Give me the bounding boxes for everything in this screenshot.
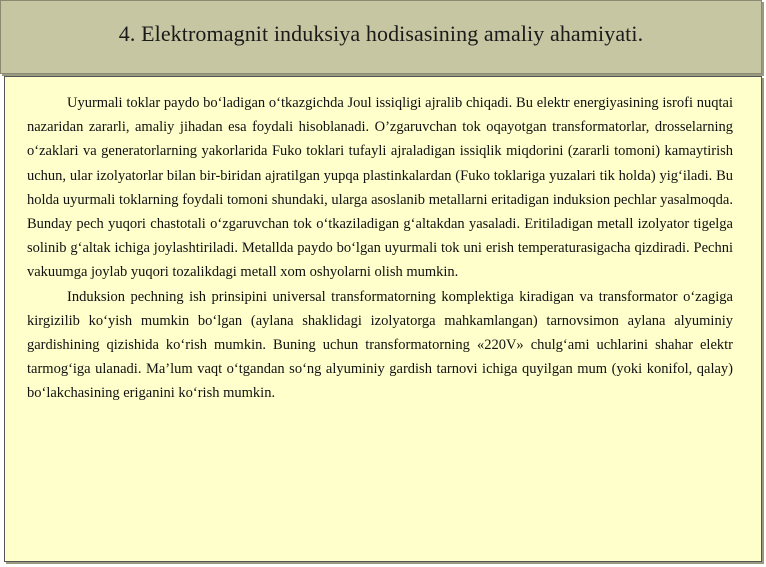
document-body (27, 91, 733, 406)
document-panel (4, 76, 762, 562)
slide-title-bar (0, 0, 762, 74)
paragraph-1: Uyurmali toklar paydo bo‘ladigan o‘tkazgichda Joul issiqligi ajralib chiqadi. Bu elektr energiyasining isrofi nuqtai nazaridan zararli, amaliy jihadan esa foydali hisoblanadi. O’zgaruvchan tok oqayotgan transformatorlar, drosselarning o‘zaklari va generatorlarning yakorlarida Fuko toklari tufayli ajraladigan issiqlik miqdorini (zararli tomoni) kamaytirish uchun, ular izolyatorlar bilan bir-biridan ajratilgan yupqa plastinkalardan (Fuko toklariga yuzalari tik holda) yig‘iladi. Bu holda uyurmali toklarning foydali tomoni shundaki, ularga asoslanib metallarni eritadigan induksion pechlar yasalmoqda. Bunday pech yuqori chastotali o‘zgaruvchan tok o‘tkaziladigan g‘altakdan yasaladi. Eritiladigan metall izolyator tigelga solinib g‘altak ichiga joylashtiriladi. Metallda paydo bo‘lgan uyurmali tok uni erish temperaturasigacha qizdiradi. Pechni vakuumga joylab yuqori tozalikdagi metall xom oshyolarni olish mumkin. (27, 95, 733, 281)
slide-title: 4. Elektromagnit induksiya hodisasining amaliy ahamiyati. (118, 21, 644, 46)
paragraph-2: Induksion pechning ish prinsipini universal transformatorning komplektiga kiradigan va transformator o‘zagiga kirgizilib ko‘yish mumkin bo‘lgan (aylana shaklidagi izolyatorga mahkamlangan) tarnovsimon aylana alyuminiy gardishining qizishida ko‘rish mumkin. Buning uchun transformatorning «220V» chulg‘ami uchlarini shahar elektr tarmog‘iga ulanadi. Ma’lum vaqt o‘tgandan so‘ng alyuminiy gardish tarnovi ichiga quyilgan mum (yoki konifol, qalay) bo‘lakchasining eriganini ko‘rish mumkin. (27, 288, 733, 402)
